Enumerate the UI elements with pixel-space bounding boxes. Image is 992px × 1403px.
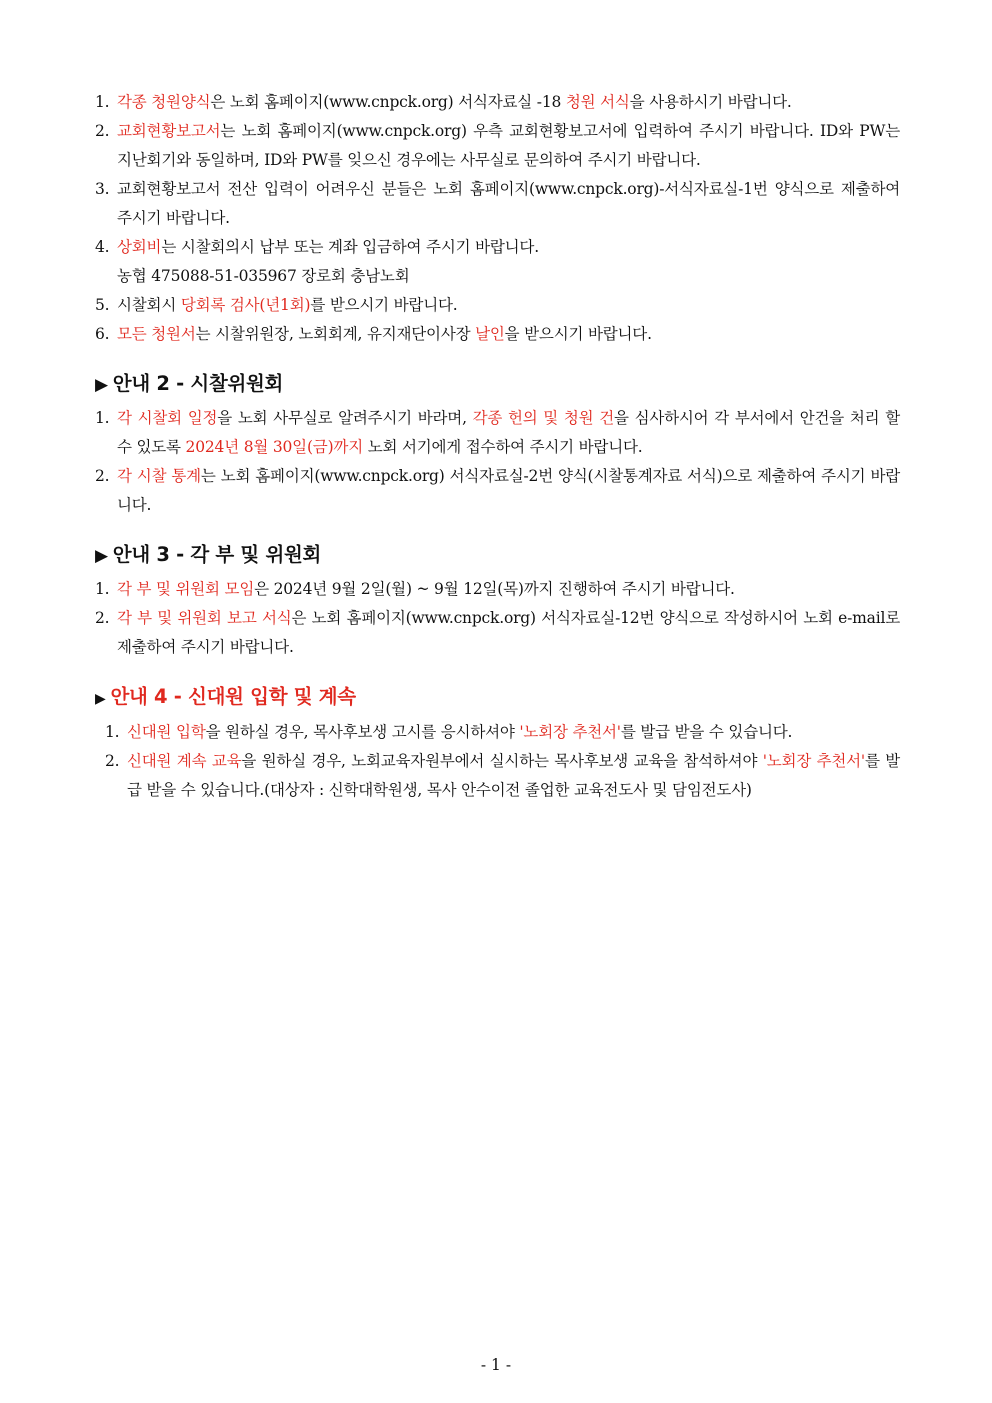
list-item (95, 718, 900, 747)
item-number: 3. (95, 180, 110, 198)
list-item (95, 404, 900, 462)
item-text: 을 받으시기 바랍니다. (504, 325, 652, 343)
list-item (95, 747, 900, 805)
item-text: 은 2024년 9월 2일(월) ~ 9월 12일(목)까지 진행하여 주시기 바랍니다. (254, 580, 735, 598)
list-item (95, 462, 900, 520)
item-text: 을 원하실 경우, 노회교육자원부에서 실시하는 목사후보생 교육을 참석하셔야 (241, 752, 763, 770)
item-number: 4. (95, 238, 110, 256)
highlighted-text: 각 부 및 위원회 모임 (117, 580, 255, 598)
item-number: 1. (95, 580, 110, 598)
item-text: 노회 서기에게 접수하여 주시기 바랍니다. (362, 438, 643, 456)
item-text: 교회현황보고서 전산 입력이 어려우신 분들은 노회 홈페이지(www.cnpck.org)-서식자료실-1번 양식으로 제출하여 주시기 바랍니다. (117, 180, 900, 227)
item-number: 1. (95, 409, 110, 427)
item-text: 을 원하실 경우, 목사후보생 고시를 응시하셔야 (205, 723, 520, 741)
intro-list (95, 88, 900, 349)
item-text: 은 노회 홈페이지(www.cnpck.org) 서식자료실-12번 양식으로 작성하시어 노회 e-mail로 제출하여 주시기 바랍니다. (117, 609, 900, 656)
highlighted-text: 각 부 및 위원회 보고 서식 (117, 609, 292, 627)
list-item (95, 117, 900, 175)
section-title: 안내 3 - 각 부 및 위원회 (112, 543, 322, 566)
item-text: 를 발급 받을 수 있습니다.(대상자 : 신학대학원생, 목사 안수이전 졸업한 교육전도사 및 담임전도사) (127, 752, 900, 799)
item-number: 1. (95, 93, 110, 111)
highlighted-text: 날인 (475, 325, 505, 343)
list-item (95, 320, 900, 349)
list-item (95, 575, 900, 604)
section-list (95, 575, 900, 662)
notice-section (95, 682, 900, 805)
item-number: 2. (105, 752, 120, 770)
triangle-bullet-icon: ▶ (95, 375, 108, 395)
document-body (95, 88, 900, 805)
section-list (95, 718, 900, 805)
item-text: 는 시찰회의시 납부 또는 계좌 입금하여 주시기 바랍니다. (161, 238, 539, 256)
notice-section (95, 540, 900, 662)
list-item (95, 604, 900, 662)
highlighted-text: 청원 서식 (565, 93, 630, 111)
page-number: - 1 - (480, 1356, 512, 1374)
section-title: 안내 2 - 시찰위원회 (112, 372, 284, 395)
item-number: 2. (95, 609, 110, 627)
highlighted-text: 각 시찰 통계 (117, 467, 201, 485)
list-item (95, 233, 900, 291)
item-number: 2. (95, 122, 110, 140)
section-title: 안내 4 - 신대원 입학 및 계속 (110, 685, 356, 708)
item-text: 은 노회 홈페이지(www.cnpck.org) 서식자료실 -18 (210, 93, 566, 111)
item-text: 는 시찰위원장, 노회회계, 유지재단이사장 (195, 325, 476, 343)
section-heading (95, 369, 900, 400)
highlighted-text: 각종 헌의 및 청원 건 (472, 409, 615, 427)
item-text: 를 받으시기 바랍니다. (310, 296, 458, 314)
highlighted-text: 2024년 8월 30일(금)까지 (185, 438, 363, 456)
item-number: 2. (95, 467, 110, 485)
item-text: 을 사용하시기 바랍니다. (629, 93, 792, 111)
list-item (95, 175, 900, 233)
highlighted-text: 신대원 입학 (127, 723, 206, 741)
highlighted-text: '노회장 추천서' (762, 752, 865, 770)
highlighted-text: 신대원 계속 교육 (127, 752, 242, 770)
sections-container (95, 369, 900, 805)
section-heading (95, 682, 900, 714)
item-text: 을 노회 사무실로 알려주시기 바라며, (217, 409, 473, 427)
highlighted-text: 상회비 (117, 238, 162, 256)
section-list (95, 404, 900, 520)
item-number: 5. (95, 296, 110, 314)
highlighted-text: 각 시찰회 일정 (117, 409, 218, 427)
section-heading (95, 540, 900, 571)
list-item (95, 291, 900, 320)
triangle-bullet-icon: ▶ (95, 546, 108, 566)
item-number: 1. (105, 723, 120, 741)
highlighted-text: '노회장 추천서' (519, 723, 621, 741)
list-item (95, 88, 900, 117)
item-number: 6. (95, 325, 110, 343)
item-text: 을 심사하시어 각 부서에서 안건을 처리 할 수 있도록 (117, 409, 900, 456)
highlighted-text: 모든 청원서 (117, 325, 196, 343)
triangle-bullet-icon: ▶ (95, 691, 106, 707)
highlighted-text: 교회현황보고서 (117, 122, 221, 140)
highlighted-text: 당회록 검사(년1회) (180, 296, 311, 314)
item-text: 를 발급 받을 수 있습니다. (620, 723, 793, 741)
item-text: 시찰회시 (117, 296, 181, 314)
item-text: 는 노회 홈페이지(www.cnpck.org) 서식자료실-2번 양식(시찰통계자료 서식)으로 제출하여 주시기 바랍니다. (117, 467, 900, 514)
bank-account-line: 농협 475088-51-035967 장로회 충남노회 (117, 267, 410, 285)
notice-section (95, 369, 900, 520)
highlighted-text: 각종 청원양식 (117, 93, 211, 111)
item-text: 는 노회 홈페이지(www.cnpck.org) 우측 교회현황보고서에 입력하여 주시기 바랍니다. ID와 PW는 지난회기와 동일하며, ID와 PW를 잊으신 경우에는 사무실로 문의하여 주시기 바랍니다. (117, 122, 900, 169)
